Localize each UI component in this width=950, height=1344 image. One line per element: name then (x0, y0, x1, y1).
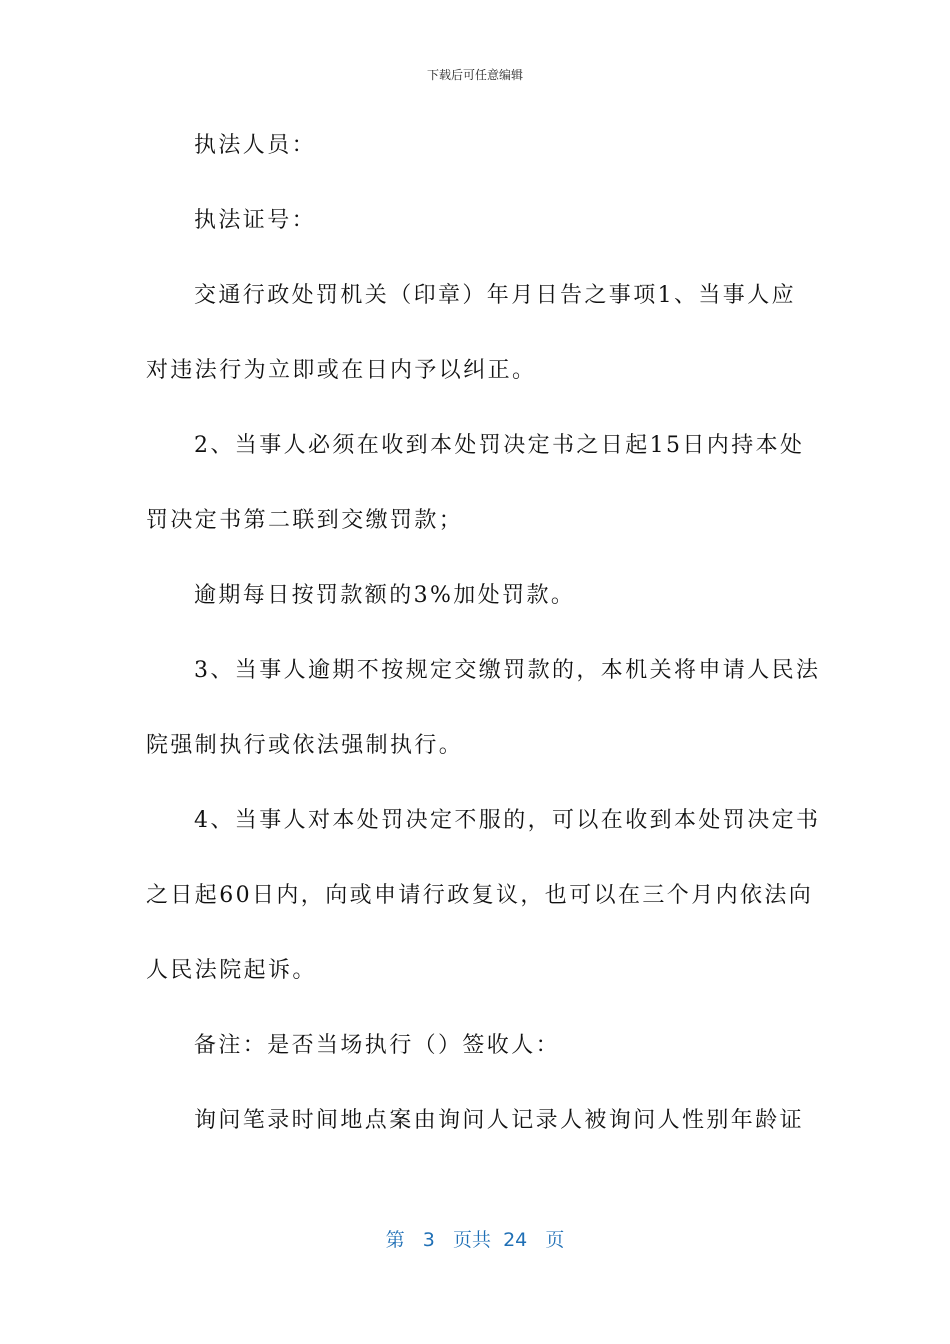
header-note: 下载后可任意编辑 (426, 68, 523, 82)
paragraph-line: 4、当事人对本处罚决定不服的，可以在收到本处罚决定书 (194, 808, 821, 833)
paragraph-line: 3、当事人逾期不按规定交缴罚款的，本机关将申请人民法 (194, 658, 821, 683)
paragraph-line: 询问笔录时间地点案由询问人记录人被询问人性别年龄证 (194, 1108, 805, 1133)
paragraph-line: 人民法院起诉。 (146, 958, 317, 983)
field-enforcement-officer: 执法人员： (194, 133, 317, 158)
footer-total-pages: 24 (503, 1229, 528, 1251)
paragraph-line: 交通行政处罚机关（印章）年月日告之事项1、当事人应 (194, 283, 796, 308)
paragraph-line: 罚决定书第二联到交缴罚款； (146, 508, 464, 533)
paragraph-line: 逾期每日按罚款额的3%加处罚款。 (194, 583, 576, 608)
remarks-line: 备注：是否当场执行（）签收人： (194, 1033, 561, 1058)
footer-middle: 页共 (452, 1229, 491, 1251)
paragraph-line: 之日起60日内，向或申请行政复议，也可以在三个月内依法向 (146, 883, 814, 908)
footer-current-page: 3 (422, 1229, 435, 1251)
page-number-footer (0, 1225, 950, 1252)
footer-prefix: 第 (385, 1229, 405, 1251)
paragraph-line: 2、当事人必须在收到本处罚决定书之日起15日内持本处 (194, 433, 805, 458)
footer-suffix: 页 (545, 1229, 565, 1251)
paragraph-line: 对违法行为立即或在日内予以纠正。 (146, 358, 537, 383)
paragraph-line: 院强制执行或依法强制执行。 (146, 733, 464, 758)
field-enforcement-id: 执法证号： (194, 208, 317, 233)
